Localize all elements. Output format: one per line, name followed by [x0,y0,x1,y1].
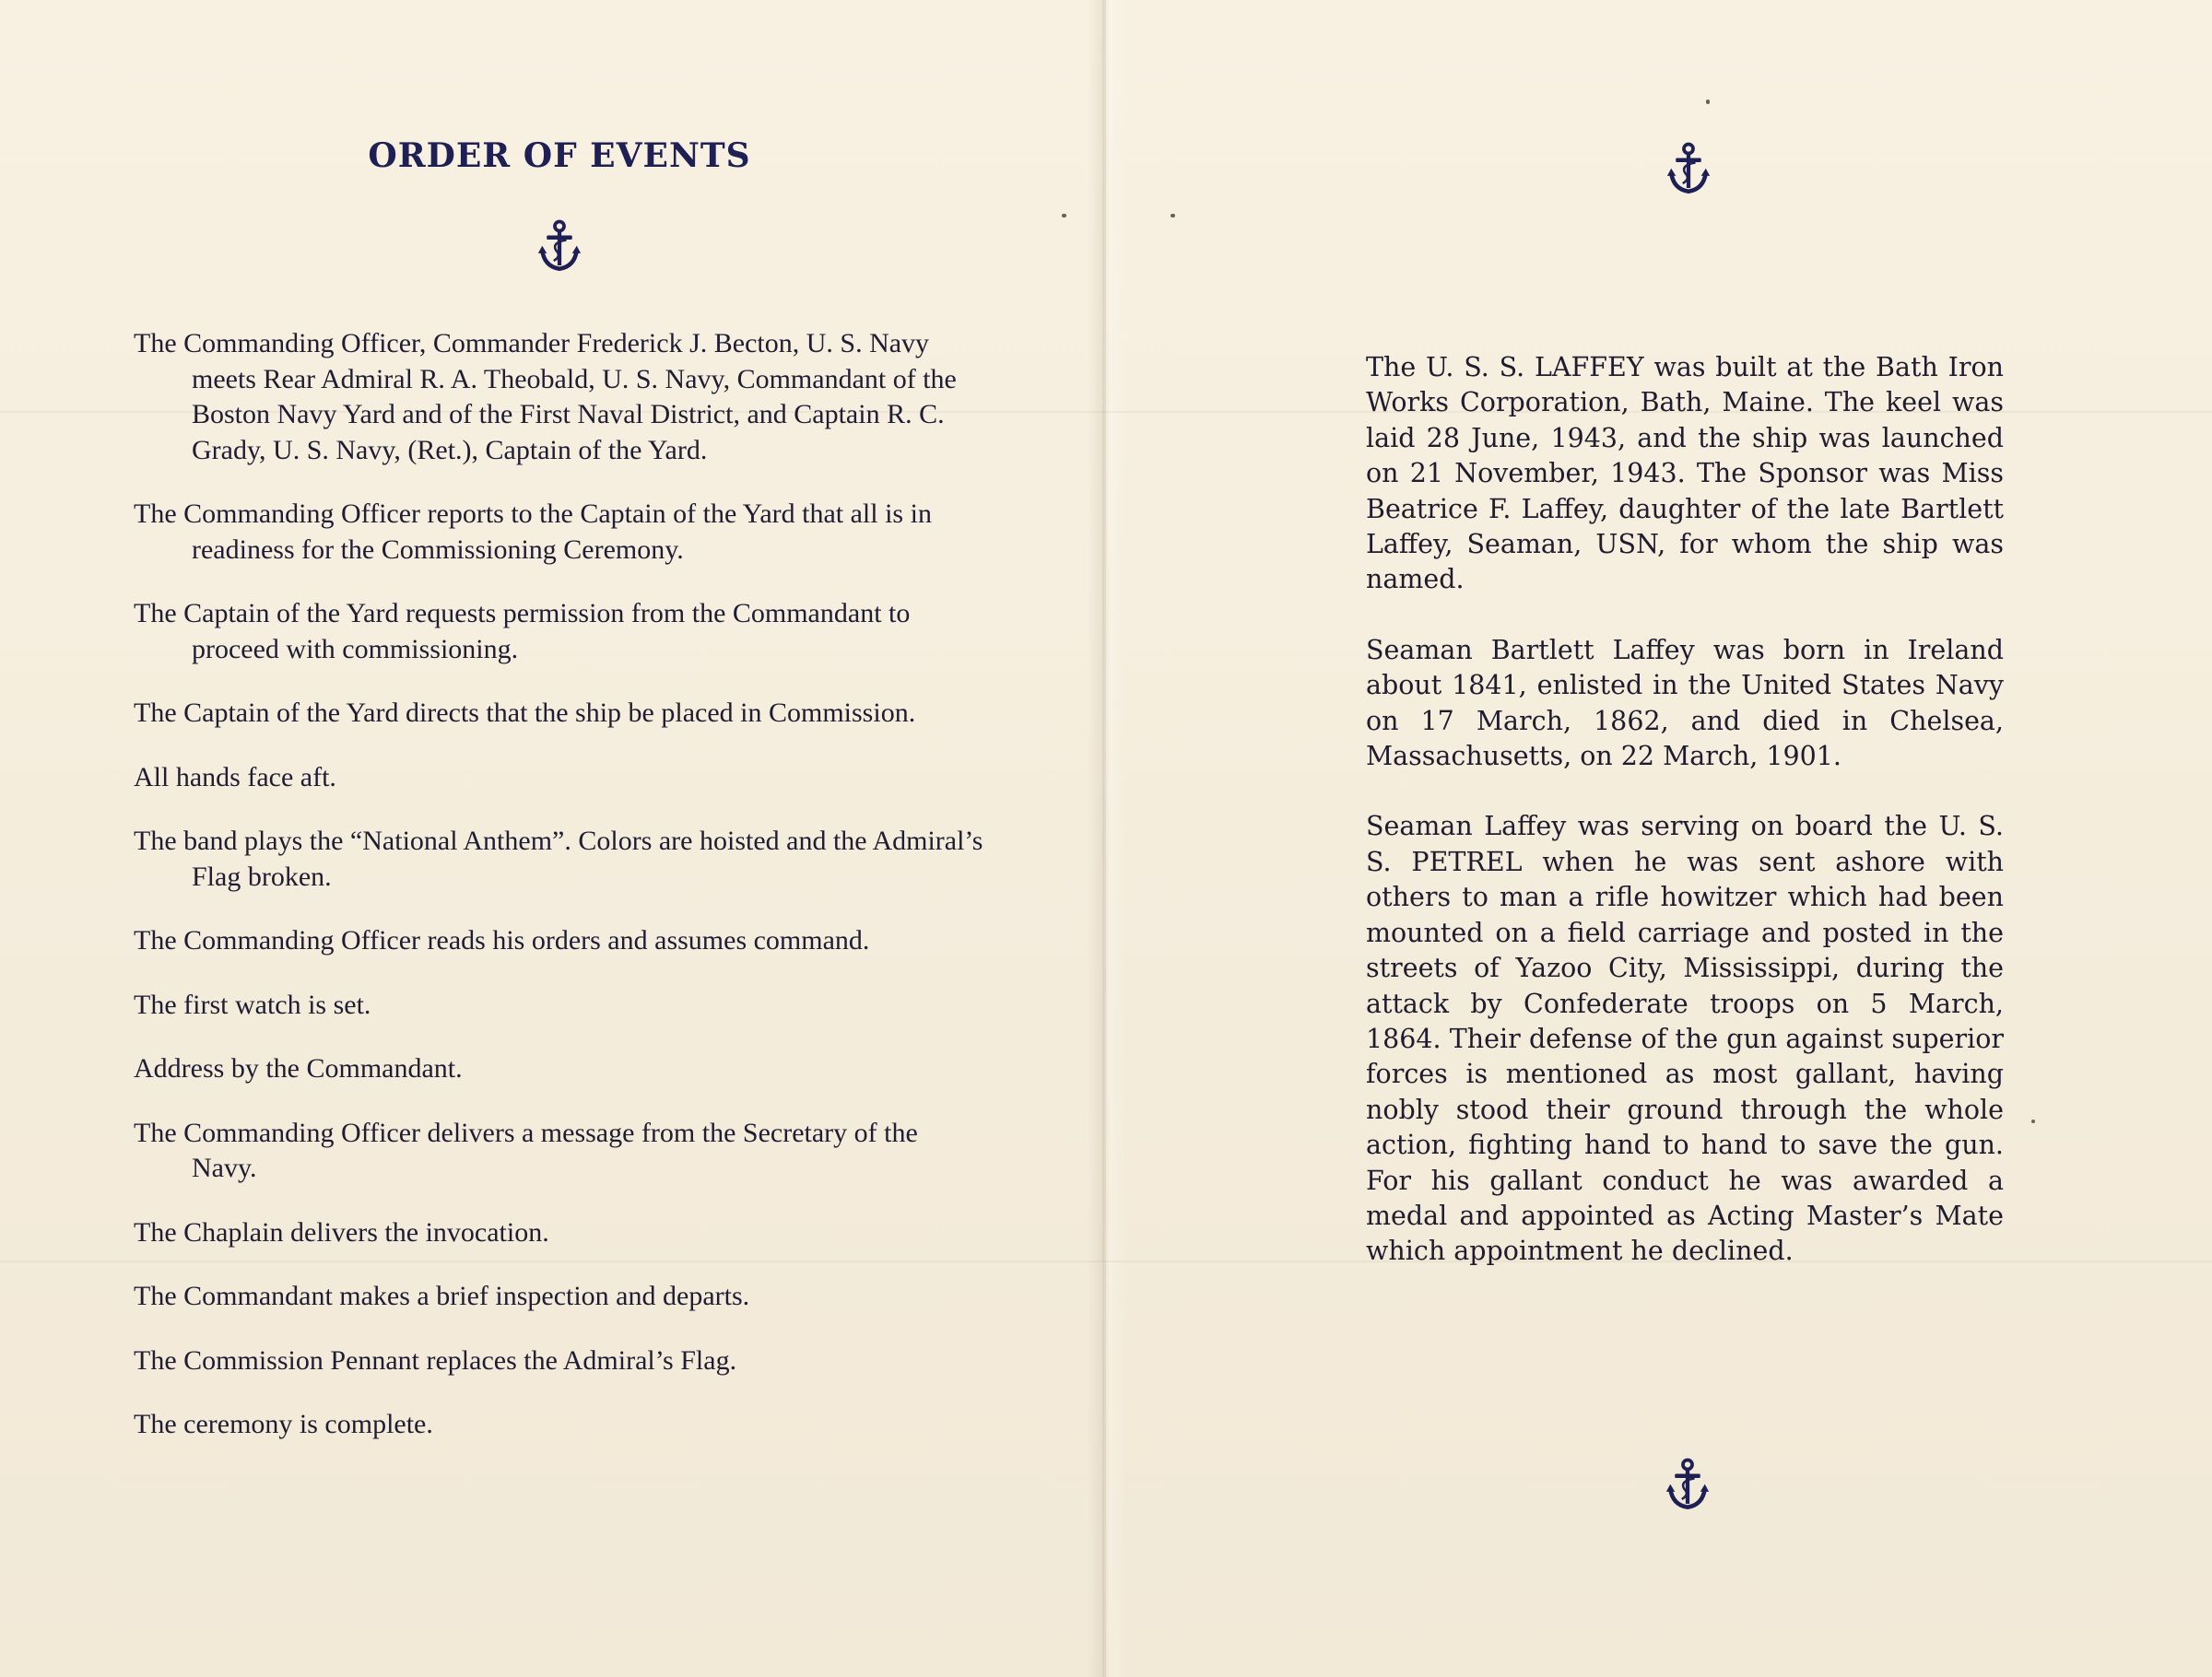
left-page [0,0,1102,1677]
ship-history [1366,350,2004,1305]
history-paragraph: The U. S. S. LAFFEY was built at the Bath Iron Works Corporation, Bath, Maine. The keel was laid 28 June, 1943, and the ship was launched on 21 November, 1943. The Sponsor was Miss Beatrice F. Laffey, daughter of the late Bartlett Laffey, Seaman, USN, for whom the ship was named. [1366,352,2004,595]
event-item: The Commanding Officer, Commander Frederick J. Becton, U. S. Navy meets Rear Admiral R. A. Theobald, U. S. Navy, Commandant of the Boston Navy Yard and of the First Naval District, and Captain R. C. Grady, U. S. Navy, (Ret.), Captain of the Yard. [134,328,957,465]
event-item: The Chaplain delivers the invocation. [134,1216,549,1248]
history-paragraph: Seaman Laffey was serving on board the U. S. S. PETREL when he was sent ashore with others to man a rifle howitzer which had been mounted on a field carriage and posted in the streets of Yazoo City, Mississippi, during the attack by Confederate troops on 5 March, 1864. Their defense of the gun against superior forces is mentioned as most gallant, having nobly stood their ground through the whole action, fighting hand to hand to save the gun. For his gallant conduct he was awarded a medal and appointed as Acting Master’s Mate which appointment he declined. [1366,811,2004,1267]
history-paragraph: Seaman Bartlett Laffey was born in Ireland about 1841, enlisted in the United States Navy on 17 March, 1862, and died in Chelsea, Massachusetts, on 22 March, 1901. [1366,634,2004,772]
event-item: The Commanding Officer reads his orders and assumes command. [134,925,870,956]
anchor-icon [536,219,582,275]
right-page [1106,0,2212,1677]
event-item: The Commanding Officer reports to the Captain of the Yard that all is in readiness for the Commissioning Ceremony. [134,498,932,565]
event-item: Address by the Commandant. [134,1053,463,1084]
event-item: The Commanding Officer delivers a message from the Secretary of the Navy. [134,1117,918,1183]
order-of-events-list [134,326,986,1472]
event-item: The Commission Pennant replaces the Admiral’s Flag. [134,1344,737,1376]
event-item: All hands face aft. [134,761,336,792]
anchor-icon [1665,142,1712,197]
page-title: ORDER OF EVENTS [368,136,751,175]
event-item: The band plays the “National Anthem”. Colors are hoisted and the Admiral’s Flag broken. [134,826,983,892]
event-item: The Captain of the Yard requests permission from the Commandant to proceed with commissioning. [134,598,911,664]
event-item: The first watch is set. [134,989,371,1020]
event-item: The Commandant makes a brief inspection and departs. [134,1281,750,1311]
anchor-icon [1665,1458,1711,1513]
event-item: The Captain of the Yard directs that the ship be placed in Commission. [134,698,916,728]
event-item: The ceremony is complete. [134,1409,433,1439]
